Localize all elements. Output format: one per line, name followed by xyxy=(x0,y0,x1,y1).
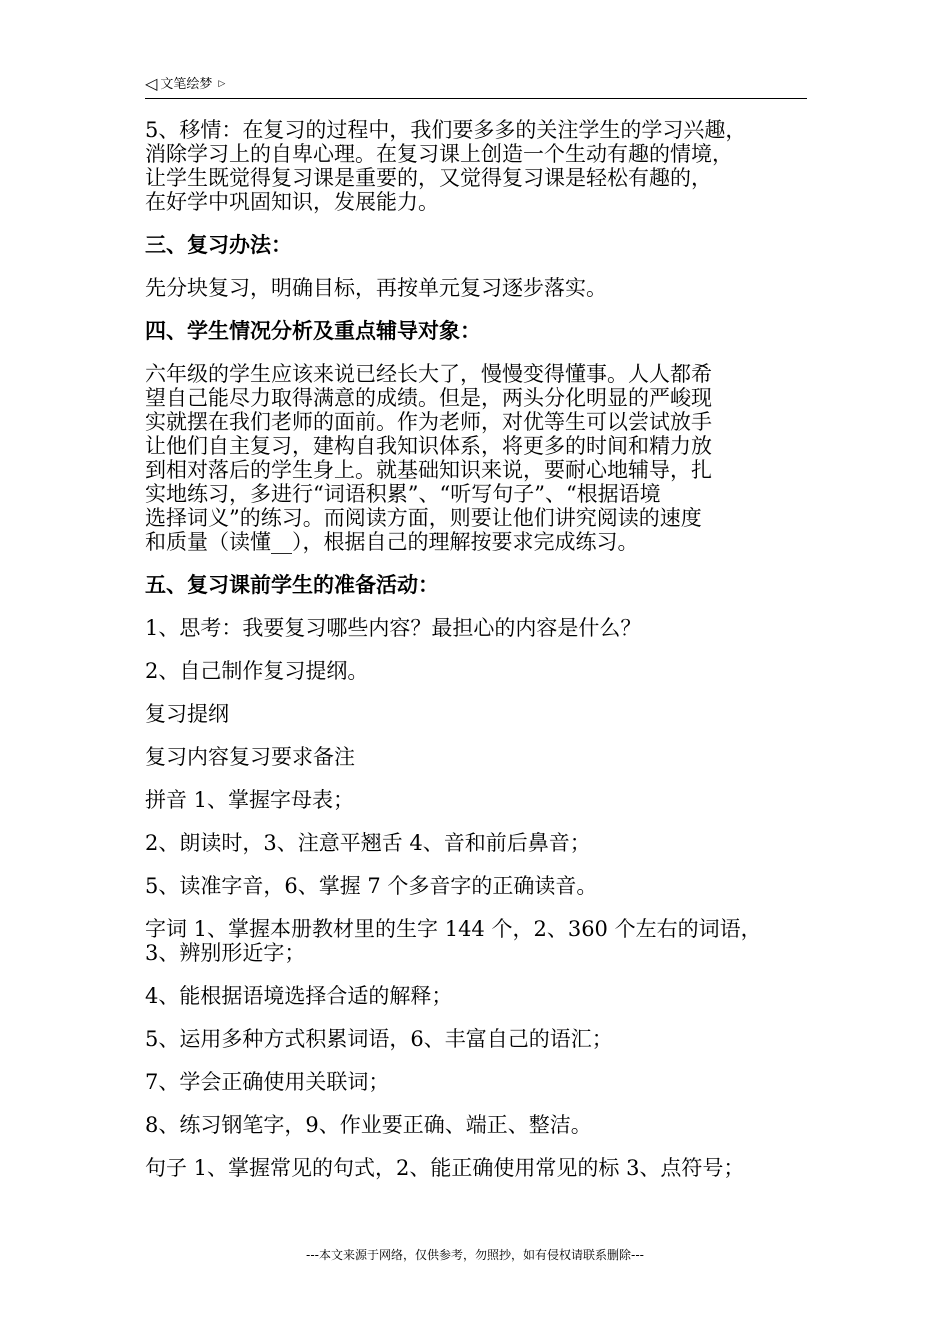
outline-title: 复习提纲 xyxy=(145,702,229,726)
words-line-1: 字词 1、掌握本册教材里的生字 144 个，2、360 个左右的词语， 3、辨别形近字； xyxy=(145,917,762,965)
words-line-5: 8、练习钢笔字，9、作业要正确、端正、整洁。 xyxy=(145,1113,592,1137)
document-body xyxy=(145,118,815,1199)
empathy-paragraph: 5、移情：在复习的过程中，我们要多多的关注学生的学习兴趣， 消除学习上的自卑心理。在复习课上创造一个生动有趣的情境， 让学生既觉得复习课是重要的，又觉得复习课是轻松有趣的， 在好学中巩固知识，发展能力。 xyxy=(145,118,747,214)
section-5-heading: 五、复习课前学生的准备活动： xyxy=(145,572,439,597)
page-header xyxy=(145,72,807,99)
left-triangle-icon: ◁ xyxy=(145,74,158,93)
outline-columns: 复习内容复习要求备注 xyxy=(145,745,355,769)
section-3-heading: 三、复习办法： xyxy=(145,232,292,257)
words-line-4: 7、学会正确使用关联词； xyxy=(145,1070,390,1094)
prep-item-1: 1、思考：我要复习哪些内容？最担心的内容是什么？ xyxy=(145,616,642,640)
pinyin-line-3: 5、读准字音，6、掌握 7 个多音字的正确读音。 xyxy=(145,874,598,898)
header-title: 文笔绘梦 xyxy=(160,77,213,92)
analysis-paragraph: 六年级的学生应该来说已经长大了，慢慢变得懂事。人人都希 望自己能尽力取得满意的成绩。但是，两头分化明显的严峻现 实就摆在我们老师的面前。作为老师，对优等生可以尝试放手 让他们自主复习，建构自我知识体系，将更多的时间和精力放 到相对落后的学生身上。就基础知识来说，要耐心地辅导，扎 实地练习，多进行“词语积累”、“听写句子”、“根据语境 选择词义”的练习。而阅读方面，则要让他们讲究阅读的速度 和质量（读懂__），根据自己的理解按要求完成练习。 xyxy=(145,362,712,554)
method-paragraph: 先分块复习，明确目标，再按单元复习逐步落实。 xyxy=(145,276,607,300)
sentence-line-1: 句子 1、掌握常见的句式，2、能正确使用常见的标 3、点符号； xyxy=(145,1156,745,1180)
words-line-2: 4、能根据语境选择合适的解释； xyxy=(145,984,453,1008)
page-footer: ---本文来源于网络，仅供参考，勿照抄，如有侵权请联系删除--- xyxy=(306,1248,644,1262)
section-4-heading: 四、学生情况分析及重点辅导对象： xyxy=(145,318,481,343)
prep-item-2: 2、自己制作复习提纲。 xyxy=(145,659,369,683)
pinyin-line-1: 拼音 1、掌握字母表； xyxy=(145,788,355,812)
right-triangle-icon: ▷ xyxy=(218,79,226,89)
pinyin-line-2: 2、朗读时，3、注意平翘舌 4、音和前后鼻音； xyxy=(145,831,591,855)
words-line-3: 5、运用多种方式积累词语，6、丰富自己的语汇； xyxy=(145,1027,613,1051)
